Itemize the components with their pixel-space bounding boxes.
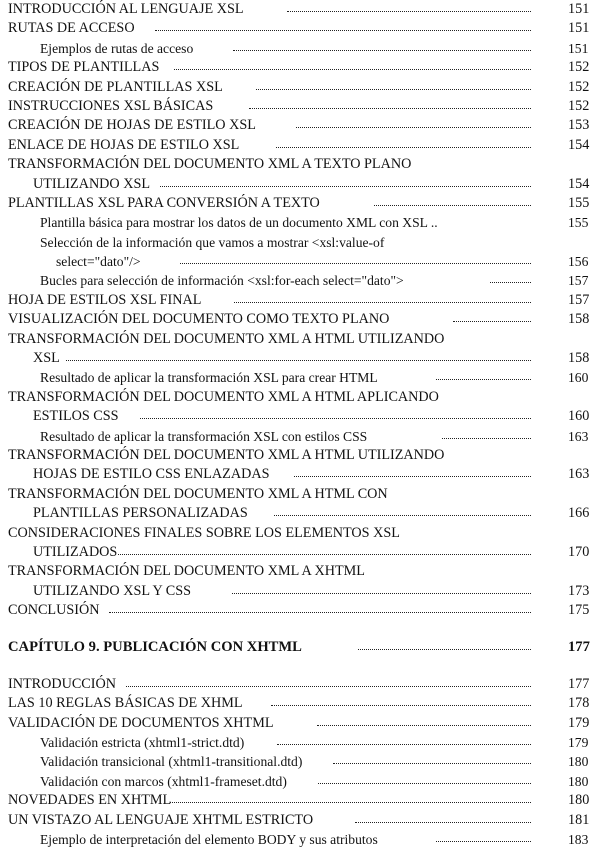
toc-page-number: 152 — [568, 97, 590, 114]
toc-page-number: 154 — [568, 136, 590, 153]
toc-entry-title: UTILIZANDO XSL — [33, 175, 151, 192]
toc-entry-title: INSTRUCCIONES XSL BÁSICAS — [8, 97, 214, 114]
dot-leader — [140, 408, 531, 419]
toc-entry-title: UTILIZANDO XSL Y CSS — [33, 582, 192, 599]
dot-leader — [276, 137, 531, 148]
dot-leader — [294, 466, 531, 477]
toc-page-number: 153 — [568, 117, 590, 134]
toc-page-number: 157 — [568, 291, 590, 308]
toc-page-number: 160 — [568, 370, 589, 386]
toc-page-number: 152 — [568, 78, 590, 95]
dot-leader — [490, 272, 531, 283]
chapter-title: CAPÍTULO 9. PUBLICACIÓN CON XHTML — [8, 639, 302, 655]
toc-page-number: 170 — [568, 543, 590, 560]
dot-leader — [232, 583, 531, 594]
toc-entry-title: ESTILOS CSS — [33, 408, 119, 425]
toc-page-number: 179 — [568, 714, 590, 731]
dot-leader — [233, 40, 531, 51]
toc-entry-title: CONSIDERACIONES FINALES SOBRE LOS ELEMENTOS XSL — [8, 524, 400, 541]
dot-leader — [453, 311, 531, 322]
toc-page-number: 157 — [568, 273, 589, 289]
toc-page-number: 166 — [568, 505, 590, 522]
toc-entry-title: CREACIÓN DE HOJAS DE ESTILO XSL — [8, 117, 256, 134]
toc-entry-title: NOVEDADES EN XHTML — [8, 792, 172, 809]
toc-page-number: 151 — [568, 0, 590, 17]
toc-page-number: 173 — [568, 582, 590, 599]
toc-entry-title: CONCLUSIÓN — [8, 602, 100, 619]
toc-entry-title: XSL — [33, 350, 60, 367]
dot-leader — [170, 792, 531, 803]
toc-page-number: 177 — [568, 675, 590, 692]
dot-leader — [66, 350, 531, 361]
toc-page-number: 180 — [568, 792, 590, 809]
toc-entry-title: INTRODUCCIÓN — [8, 675, 116, 692]
toc-entry-title: LAS 10 REGLAS BÁSICAS DE XHML — [8, 695, 243, 712]
chapter-page-number: 177 — [568, 639, 590, 655]
toc-entry-title: VISUALIZACIÓN DEL DOCUMENTO COMO TEXTO PLANO — [8, 311, 390, 328]
toc-entry-title: INTRODUCCIÓN AL LENGUAJE XSL — [8, 0, 244, 17]
dot-leader — [155, 20, 531, 31]
dot-leader — [274, 505, 531, 516]
toc-entry-title: PLANTILLAS PERSONALIZADAS — [33, 505, 248, 522]
toc-entry-title: Validación transicional (xhtml1-transitional.dtd) — [40, 754, 303, 770]
dot-leader — [249, 98, 531, 109]
dot-leader — [234, 292, 531, 303]
toc-entry-title: Resultado de aplicar la transformación XSL con estilos CSS — [40, 428, 368, 444]
toc-entry-title: Plantilla básica para mostrar los datos de un documento XML con XSL .. — [40, 215, 438, 231]
dot-leader — [333, 753, 531, 764]
toc-page-number: 154 — [568, 175, 590, 192]
dot-leader — [358, 639, 531, 650]
dot-leader — [126, 676, 531, 687]
toc-entry-title: Validación con marcos (xhtml1-frameset.dtd) — [40, 773, 287, 789]
toc-entry-title: HOJAS DE ESTILO CSS ENLAZADAS — [33, 466, 270, 483]
toc-entry-title: TRANSFORMACIÓN DEL DOCUMENTO XML A HTML UTILIZANDO — [8, 447, 445, 463]
toc-page-number: 180 — [568, 773, 589, 789]
toc-page-number: 183 — [568, 832, 589, 847]
dot-leader — [374, 195, 531, 206]
dot-leader — [287, 1, 531, 12]
toc-entry-title: TRANSFORMACIÓN DEL DOCUMENTO XML A HTML APLICANDO — [8, 388, 439, 405]
toc-entry-title: Validación estricta (xhtml1-strict.dtd) — [40, 735, 245, 751]
toc-page-number: 163 — [568, 466, 590, 483]
toc-entry-title: Ejemplo de interpretación del elemento BODY y sus atributos — [40, 832, 378, 847]
dot-leader — [317, 715, 531, 726]
toc-entry-title: TRANSFORMACIÓN DEL DOCUMENTO XML A HTML CON — [8, 485, 388, 502]
toc-entry-title: ENLACE DE HOJAS DE ESTILO XSL — [8, 136, 240, 153]
dot-leader — [256, 79, 531, 90]
toc-page-number: 180 — [568, 754, 589, 770]
dot-leader — [180, 253, 531, 264]
toc-page-number: 160 — [568, 408, 590, 425]
toc-entry-title: Resultado de aplicar la transformación XSL para crear HTML — [40, 370, 378, 386]
toc-page-number: 158 — [568, 350, 590, 367]
toc-page-number: 175 — [568, 602, 590, 619]
toc-entry-title: Selección de la información que vamos a mostrar <xsl:value-of — [40, 234, 385, 250]
toc-page-number: 152 — [568, 59, 590, 76]
toc-entry-title: CREACIÓN DE PLANTILLAS XSL — [8, 78, 223, 95]
toc-entry-title: UTILIZADOS — [33, 543, 118, 560]
dot-leader — [160, 176, 531, 187]
toc-page-number: 179 — [568, 735, 589, 751]
dot-leader — [118, 544, 531, 555]
toc-page-number: 156 — [568, 254, 589, 270]
toc-entry-title: select="dato"/> — [56, 254, 141, 270]
toc-page-number: 155 — [568, 215, 589, 231]
toc-page-number: 151 — [568, 40, 589, 56]
dot-leader — [436, 369, 531, 380]
toc-entry-title: PLANTILLAS XSL PARA CONVERSIÓN A TEXTO — [8, 194, 320, 211]
toc-page-number: 163 — [568, 428, 589, 444]
toc-page-number: 178 — [568, 695, 590, 712]
toc-entry-title: HOJA DE ESTILOS XSL FINAL — [8, 291, 202, 308]
toc-entry-title: Bucles para selección de información <xsl:for-each select="dato"> — [40, 273, 404, 289]
toc-page-number: 155 — [568, 194, 590, 211]
toc-entry-title: RUTAS DE ACCESO — [8, 20, 135, 37]
dot-leader — [296, 117, 531, 128]
dot-leader — [109, 602, 531, 613]
dot-leader — [436, 831, 531, 842]
dot-leader — [318, 773, 531, 784]
toc-entry-title: TRANSFORMACIÓN DEL DOCUMENTO XML A XHTML — [8, 563, 365, 580]
toc-entry-title: UN VISTAZO AL LENGUAJE XHTML ESTRICTO — [8, 811, 314, 828]
toc-page-number: 158 — [568, 311, 590, 328]
toc-entry-title: VALIDACIÓN DE DOCUMENTOS XHTML — [8, 714, 274, 731]
dot-leader — [442, 428, 531, 439]
toc-page-number: 181 — [568, 811, 590, 828]
dot-leader — [277, 734, 531, 745]
dot-leader — [271, 695, 531, 706]
toc-entry-title: TIPOS DE PLANTILLAS — [8, 59, 160, 76]
toc-entry-title: TRANSFORMACIÓN DEL DOCUMENTO XML A TEXTO PLANO — [8, 156, 412, 173]
toc-page-number: 151 — [568, 20, 590, 37]
dot-leader — [355, 812, 531, 823]
toc-entry-title: TRANSFORMACIÓN DEL DOCUMENTO XML A HTML UTILIZANDO — [8, 330, 445, 347]
toc-entry-title: Ejemplos de rutas de acceso — [40, 40, 194, 56]
dot-leader — [174, 59, 531, 70]
